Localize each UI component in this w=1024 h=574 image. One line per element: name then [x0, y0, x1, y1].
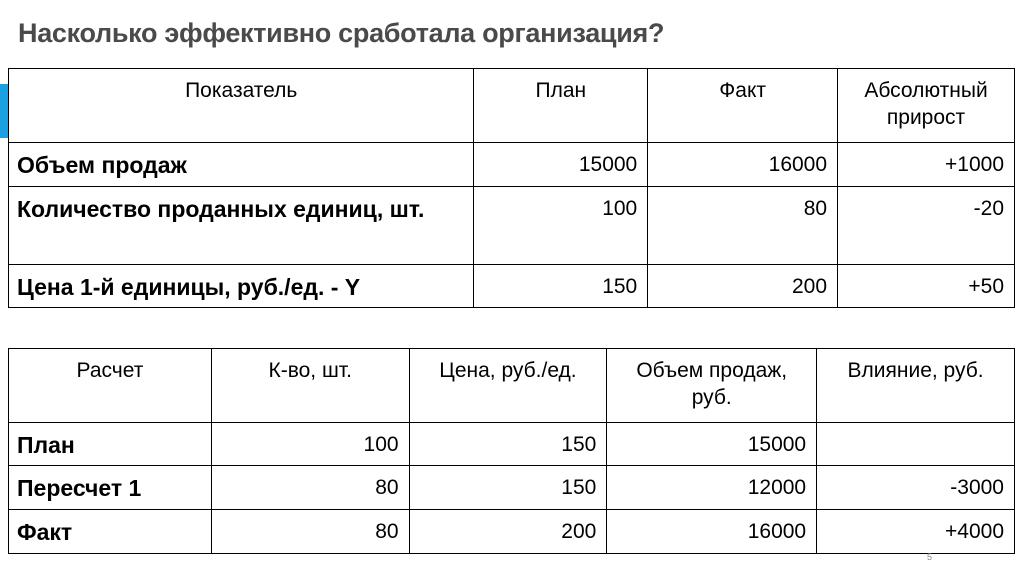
row-delta: +1000	[838, 143, 1015, 187]
row-quantity: 100	[211, 423, 409, 466]
table-row	[9, 143, 1015, 187]
header-calculation: Расчет	[9, 349, 212, 423]
row-quantity: 80	[211, 465, 409, 509]
row-price: 150	[409, 423, 607, 466]
page-number: 5	[927, 552, 933, 562]
table-row	[9, 187, 1015, 265]
header-volume: Объем продаж, руб.	[607, 349, 817, 423]
row-plan: 150	[474, 265, 648, 308]
row-label: План	[9, 423, 212, 466]
header-influence: Влияние, руб.	[817, 349, 1015, 423]
row-influence: -3000	[817, 465, 1015, 509]
header-quantity: К-во, шт.	[211, 349, 409, 423]
row-fact: 16000	[648, 143, 838, 187]
row-fact: 80	[648, 187, 838, 265]
row-volume: 15000	[607, 423, 817, 466]
header-fact: Факт	[648, 69, 838, 143]
table-row	[9, 465, 1015, 509]
calculation-table	[8, 348, 1015, 554]
row-plan: 100	[474, 187, 648, 265]
table-row	[9, 509, 1015, 553]
row-delta: -20	[838, 187, 1015, 265]
row-label: Цена 1-й единицы, руб./ед. - Y	[9, 265, 474, 308]
row-delta: +50	[838, 265, 1015, 308]
row-label: Пересчет 1	[9, 465, 212, 509]
row-quantity: 80	[211, 509, 409, 553]
header-indicator: Показатель	[9, 69, 474, 143]
row-influence	[817, 423, 1015, 466]
row-label: Объем продаж	[9, 143, 474, 187]
table-header-row	[9, 349, 1015, 423]
indicators-table	[8, 68, 1015, 308]
slide-title: Насколько эффективно сработала организация?	[18, 18, 665, 48]
header-plan: План	[474, 69, 648, 143]
row-price: 150	[409, 465, 607, 509]
row-fact: 200	[648, 265, 838, 308]
table-row	[9, 265, 1015, 308]
row-price: 200	[409, 509, 607, 553]
row-influence: +4000	[817, 509, 1015, 553]
row-label: Факт	[9, 509, 212, 553]
table-header-row	[9, 69, 1015, 143]
row-plan: 15000	[474, 143, 648, 187]
row-label: Количество проданных единиц, шт.	[9, 187, 474, 265]
header-price: Цена, руб./ед.	[409, 349, 607, 423]
header-delta: Абсолютный прирост	[838, 69, 1015, 143]
row-volume: 16000	[607, 509, 817, 553]
row-volume: 12000	[607, 465, 817, 509]
table-row	[9, 423, 1015, 466]
